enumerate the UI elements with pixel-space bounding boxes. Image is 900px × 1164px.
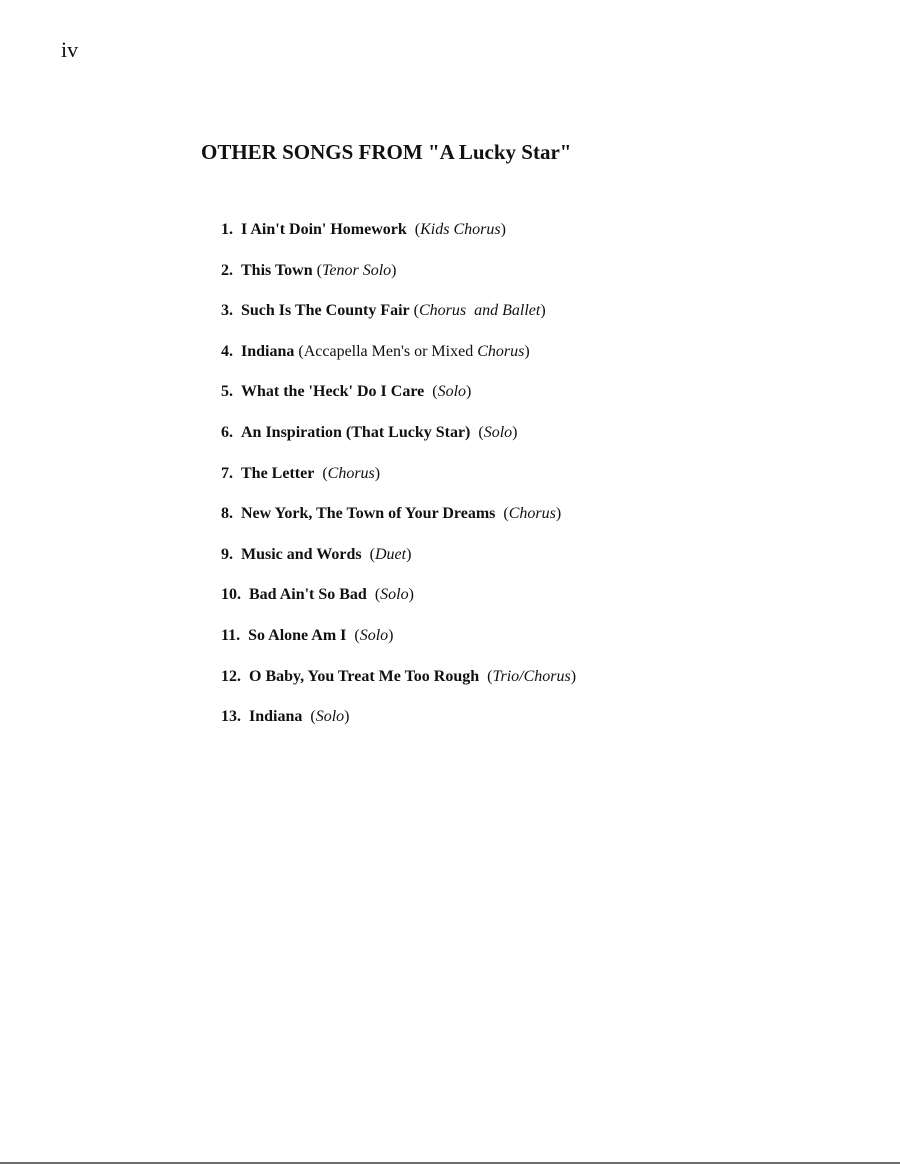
song-item: [221, 463, 576, 504]
song-note-part: Solo: [437, 383, 467, 401]
page-number: iv: [61, 37, 79, 62]
song-gap: [362, 546, 370, 563]
song-number: 11.: [221, 626, 241, 644]
song-title: Bad Ain't So Bad: [249, 586, 367, 604]
song-performance-note: (Solo): [310, 708, 350, 726]
song-gap: [479, 668, 487, 685]
song-title: Such Is The County Fair: [241, 302, 410, 320]
song-title: An Inspiration (That Lucky Star): [241, 423, 471, 441]
song-item: [221, 544, 576, 585]
song-performance-note: (Solo): [478, 423, 518, 441]
song-note-part: Accapella Men's or Mixed: [303, 342, 478, 360]
song-note-part: Kids Chorus: [420, 221, 501, 238]
song-note-part: Chorus: [327, 464, 375, 482]
song-title: New York, The Town of Your Dreams: [241, 505, 496, 523]
page-title: OTHER SONGS FROM "A Lucky Star": [201, 140, 572, 164]
song-note-part: Chorus: [508, 505, 556, 523]
song-title: The Letter: [241, 464, 315, 482]
song-note-part: Solo: [315, 708, 345, 726]
song-item: [221, 584, 576, 625]
song-number: 4.: [221, 342, 233, 360]
song-note-part: Trio/Chorus: [492, 667, 571, 685]
song-item: [221, 300, 576, 341]
song-number: 5.: [221, 383, 233, 401]
song-title: O Baby, You Treat Me Too Rough: [249, 667, 480, 685]
song-item: [221, 341, 576, 382]
song-title: So Alone Am I: [248, 626, 347, 644]
song-performance-note: (Kids Chorus): [414, 221, 506, 238]
song-number: 12.: [221, 667, 241, 685]
song-item: [221, 503, 576, 544]
song-number: 1.: [221, 221, 233, 238]
song-title: Indiana: [241, 342, 295, 360]
song-item: [221, 422, 576, 463]
song-number: 7.: [221, 464, 233, 482]
song-performance-note: (Solo): [374, 586, 414, 604]
song-note-part: Duet: [374, 545, 407, 563]
song-item: [221, 625, 576, 666]
song-number: 3.: [221, 302, 233, 320]
song-performance-note: (Chorus and Ballet): [413, 302, 546, 320]
song-note-part: Chorus and Ballet: [418, 302, 541, 320]
song-item: [221, 706, 576, 747]
song-performance-note: (Chorus): [503, 505, 562, 523]
song-performance-note: (Solo): [354, 626, 394, 644]
song-note-part: Tenor Solo: [321, 261, 392, 279]
song-performance-note: (Tenor Solo): [316, 261, 397, 279]
song-item: [221, 219, 576, 260]
song-gap: [367, 586, 375, 603]
song-note-part: Solo: [483, 423, 513, 441]
song-list: [221, 219, 576, 747]
song-number: 10.: [221, 586, 241, 604]
song-number: 8.: [221, 505, 233, 523]
song-performance-note: (Solo): [432, 383, 472, 401]
song-number: 13.: [221, 708, 241, 726]
song-title: Music and Words: [241, 545, 362, 563]
song-number: 6.: [221, 423, 233, 441]
song-item: [221, 260, 576, 301]
song-performance-note: (Duet): [369, 545, 412, 563]
song-note-part: Solo: [380, 586, 409, 604]
song-title: What the 'Heck' Do I Care: [241, 383, 425, 401]
song-note-part: Chorus: [477, 342, 525, 360]
song-performance-note: (Trio/Chorus): [487, 667, 577, 685]
song-note-part: Solo: [359, 626, 389, 644]
song-title: I Ain't Doin' Homework: [241, 221, 407, 238]
song-performance-note: (Chorus): [322, 464, 381, 482]
song-title: Indiana: [249, 708, 303, 726]
song-gap: [407, 221, 415, 238]
song-item: [221, 666, 576, 707]
song-number: 9.: [221, 545, 233, 563]
song-number: 2.: [221, 261, 233, 279]
song-performance-note: (Accapella Men's or Mixed Chorus): [298, 342, 530, 360]
song-title: This Town: [241, 261, 313, 279]
song-item: [221, 381, 576, 422]
